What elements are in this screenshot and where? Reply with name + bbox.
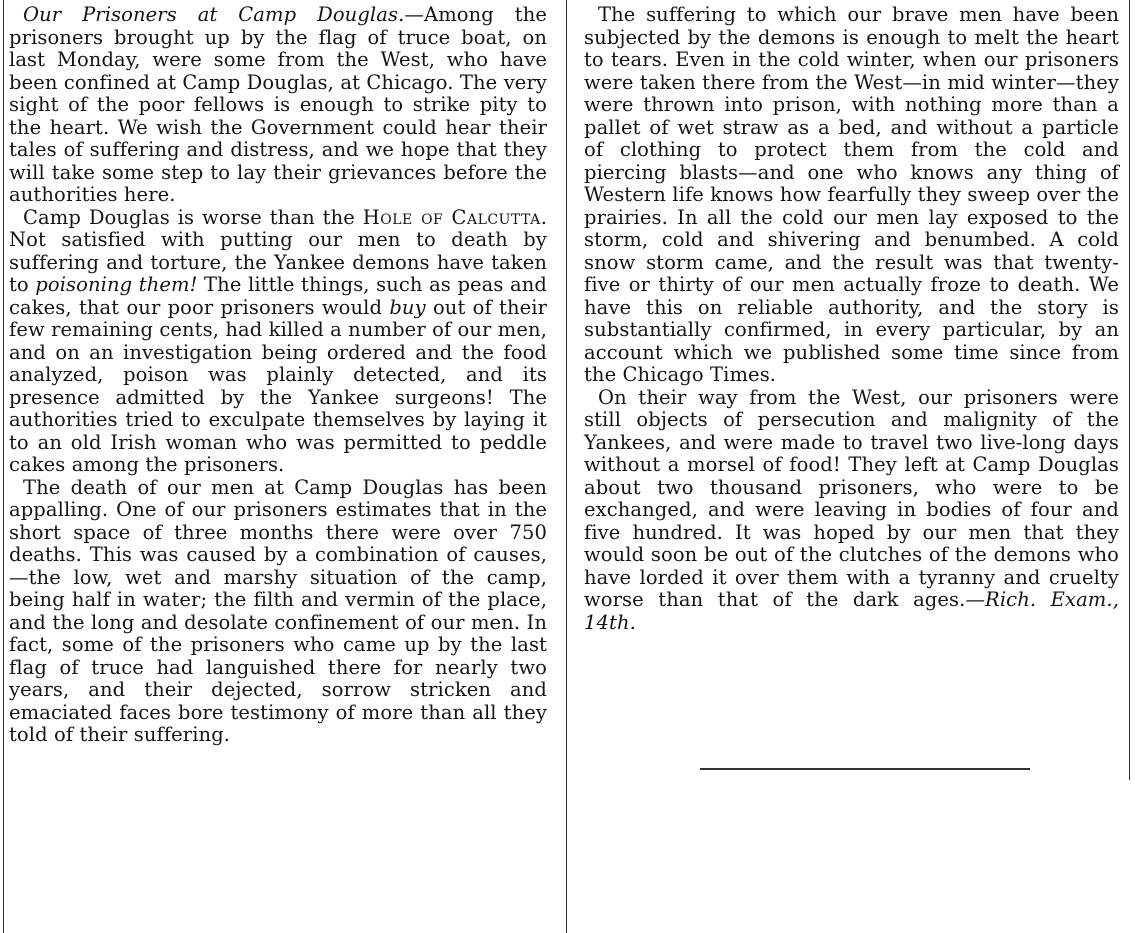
paragraph-3: The death of our men at Camp Douglas has been appalling. One of our prisoners estimates that in the short space of three months there were over 750 deaths. This was caused by a combination of causes,—the low, wet and marshy situation of the camp, being half in water; the filth and vermin of the place, and the long and desolate confinement of our men. In fact, some of the prisoners who came up by the last flag of truce had languished there for nearly two years, and their dejected, sorrow stricken and emaciated faces bore testimony of more than all they told of their suffering. bbox=[9, 475, 547, 746]
paragraph-5: On their way from the West, our prisoners were still objects of persecution and malignity of the Yankees, and were made to travel two live-long days without a morsel of food! They left at Camp Douglas about two thousand prisoners, who were to be exchanged, and were leaving in bodies of four and five hundred. It was hoped by our men that they would soon be out of the clutches of the demons who have lorded it over them with a tyranny and cruelty worse than that of the dark ages.—Rich. Exam., 14th. bbox=[584, 385, 1119, 634]
column-divider-rule bbox=[566, 0, 567, 933]
left-border-rule bbox=[3, 0, 4, 933]
source-citation: —Rich. Exam., 14th. bbox=[584, 588, 1119, 634]
column-right bbox=[584, 4, 1119, 634]
right-border-rule bbox=[1129, 0, 1130, 780]
paragraph-2: Camp Douglas is worse than the Hole of Calcutta. Not satisfied with putting our men to death by suffering and torture, the Yankee demons have taken to poisoning them! The little things, such as peas and cakes, that our poor prisoners would buy out of their few remaining cents, had killed a number of our men, and on an investigation being ordered and the food analyzed, poison was plainly detected, and its presence admitted by the Yankee surgeons! The authorities tried to exculpate themselves by laying it to an old Irish woman who was permitted to peddle cakes among the prisoners. bbox=[9, 205, 548, 476]
poisoning-emphasis: poisoning them! bbox=[35, 273, 198, 296]
column-left bbox=[9, 4, 547, 747]
buy-emphasis: buy bbox=[389, 295, 426, 319]
paragraph-1: Our Prisoners at Camp Douglas.—Among the prisoners brought up by the flag of truce boat, on last Monday, were some from the West, who have been confined at Camp Douglas, at Chicago. The very sight of the poor fellows is enough to strike pity to the heart. We wish the Government could hear their tales of suffering and distress, and we hope that they will take some step to lay their grievances before the authorities here. bbox=[9, 3, 547, 206]
hole-of-calcutta: Hole of Calcutta bbox=[362, 205, 541, 229]
article-title: Our Prisoners at Camp Douglas. bbox=[23, 3, 405, 26]
paragraph-4: The suffering to which our brave men have been subjected by the demons is enough to melt the heart to tears. Even in the cold winter, when our prisoners were taken there from the West—in mid winter—they were thrown into prison, with nothing more than a pallet of wet straw as a bed, and without a particle of clothing to protect them from the cold and piercing blasts—and one who knows any thing of Western life knows how fearfully they sweep over the prairies. In all the cold our men lay exposed to the storm, cold and shivering and benumbed. A cold snow storm came, and the result was that twenty-five or thirty of our men actually froze to death. We have this on reliable authority, and the story is substantially confirmed, in every particular, by an account which we published some time since from the Chicago Times. bbox=[584, 3, 1119, 386]
end-of-article-rule bbox=[700, 768, 1030, 770]
